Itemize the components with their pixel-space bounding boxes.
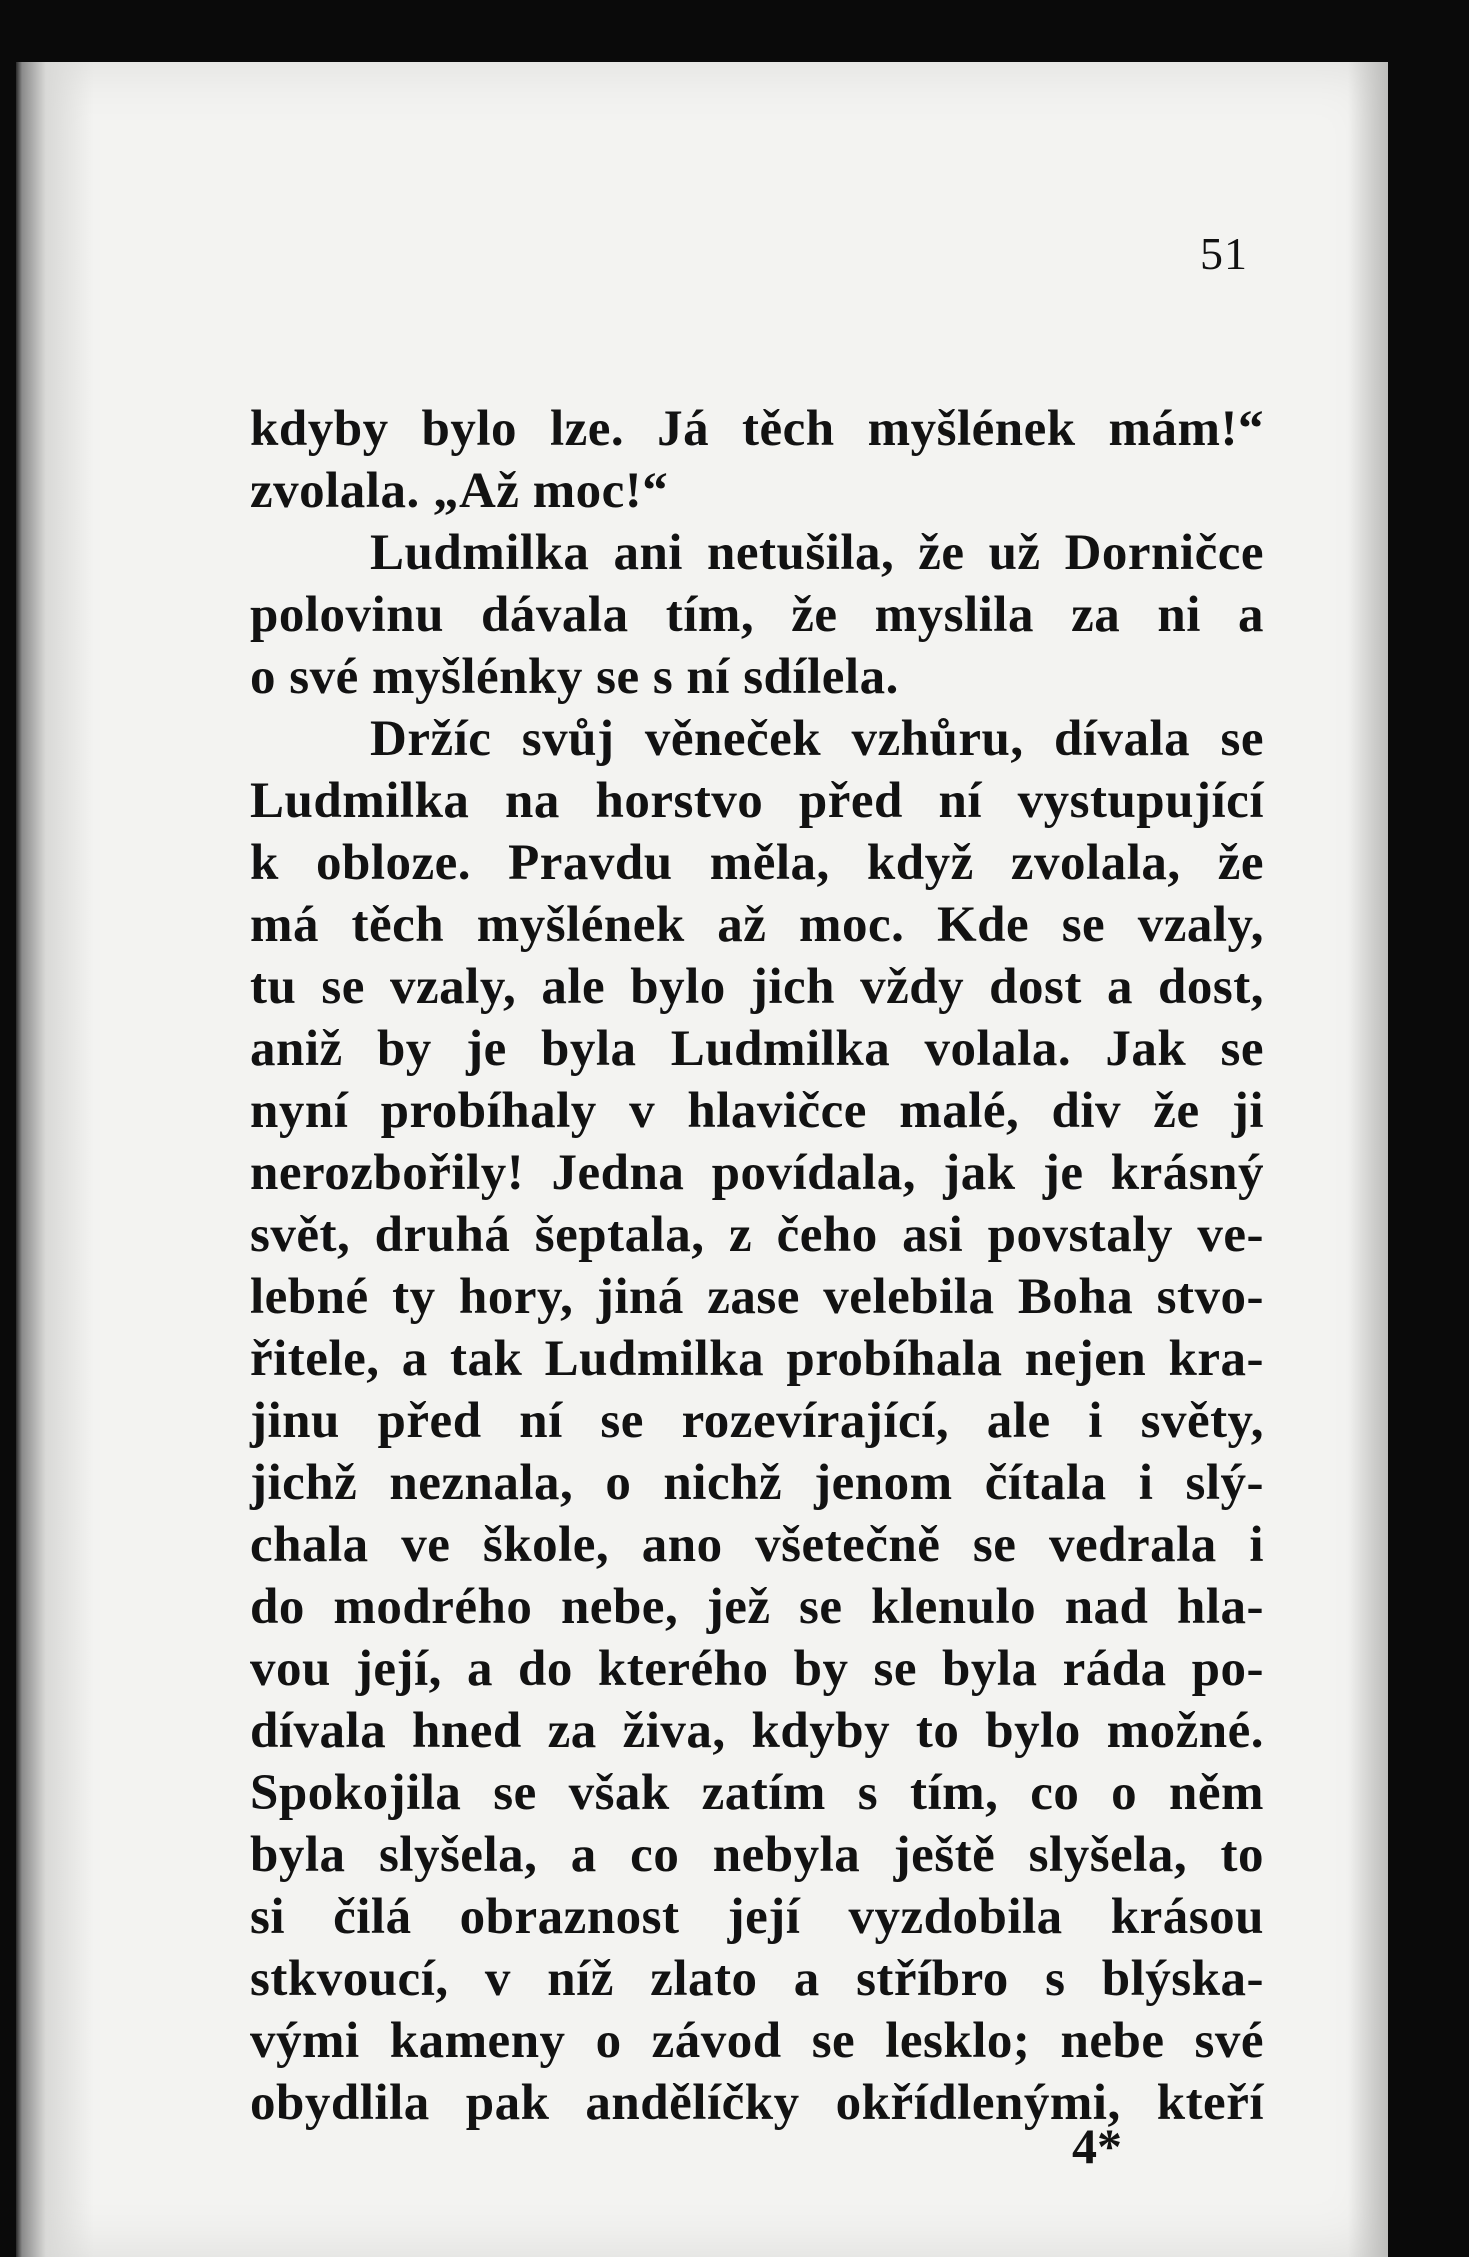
- text-line: svět, druhá šeptala, z čeho asi povstaly ve-: [250, 1207, 1264, 1263]
- text-line: Držíc svůj věneček vzhůru, dívala se: [370, 711, 1264, 767]
- text-line: jinu před ní se rozevírající, ale i světy,: [250, 1393, 1264, 1449]
- text-line: k obloze. Pravdu měla, když zvolala, že: [250, 835, 1264, 891]
- text-line: kdyby bylo lze. Já těch myšlének mám!“: [250, 401, 1264, 457]
- page-number: 51: [1200, 228, 1248, 279]
- text-line: Spokojila se však zatím s tím, co o něm: [250, 1765, 1264, 1821]
- text-line: byla slyšela, a co nebyla ještě slyšela, to: [250, 1827, 1264, 1883]
- text-line: lebné ty hory, jiná zase velebila Boha stvo-: [250, 1269, 1264, 1325]
- text-line: zvolala. „Až moc!“: [250, 463, 669, 519]
- text-line: do modrého nebe, jež se klenulo nad hla-: [250, 1579, 1264, 1635]
- text-line: Ludmilka ani netušila, že už Dorničce: [370, 525, 1264, 581]
- page-edge-shadow: [1348, 62, 1388, 2257]
- text-line: si čilá obraznost její vyzdobila krásou: [250, 1889, 1264, 1945]
- text-line: jichž neznala, o nichž jenom čítala i slý-: [250, 1455, 1264, 1511]
- text-line: dívala hned za živa, kdyby to bylo možné.: [250, 1703, 1264, 1759]
- text-line: má těch myšlének až moc. Kde se vzaly,: [250, 897, 1264, 953]
- printer-signature-mark: 4*: [1072, 2118, 1122, 2174]
- text-line: polovinu dávala tím, že myslila za ni a: [250, 587, 1264, 643]
- text-line: chala ve škole, ano všetečně se vedrala i: [250, 1517, 1264, 1573]
- text-line: o své myšlénky se s ní sdílela.: [250, 649, 899, 705]
- body-text: [250, 398, 1264, 2134]
- text-line: řitele, a tak Ludmilka probíhala nejen kra-: [250, 1331, 1264, 1387]
- text-line: tu se vzaly, ale bylo jich vždy dost a dost,: [250, 959, 1264, 1015]
- book-page: [16, 62, 1388, 2257]
- text-line: stkvoucí, v níž zlato a stříbro s blýska-: [250, 1951, 1264, 2007]
- text-line: aniž by je byla Ludmilka volala. Jak se: [250, 1021, 1264, 1077]
- text-line: obydlila pak andělíčky okřídlenými, kteří: [250, 2075, 1264, 2131]
- text-line: vými kameny o závod se lesklo; nebe své: [250, 2013, 1264, 2069]
- text-line: vou její, a do kterého by se byla ráda po-: [250, 1641, 1264, 1697]
- text-line: nyní probíhaly v hlavičce malé, div že ji: [250, 1083, 1264, 1139]
- page-binding-shadow: [16, 62, 94, 2257]
- text-line: nerozbořily! Jedna povídala, jak je krásný: [250, 1145, 1264, 1201]
- text-line: Ludmilka na horstvo před ní vystupující: [250, 773, 1264, 829]
